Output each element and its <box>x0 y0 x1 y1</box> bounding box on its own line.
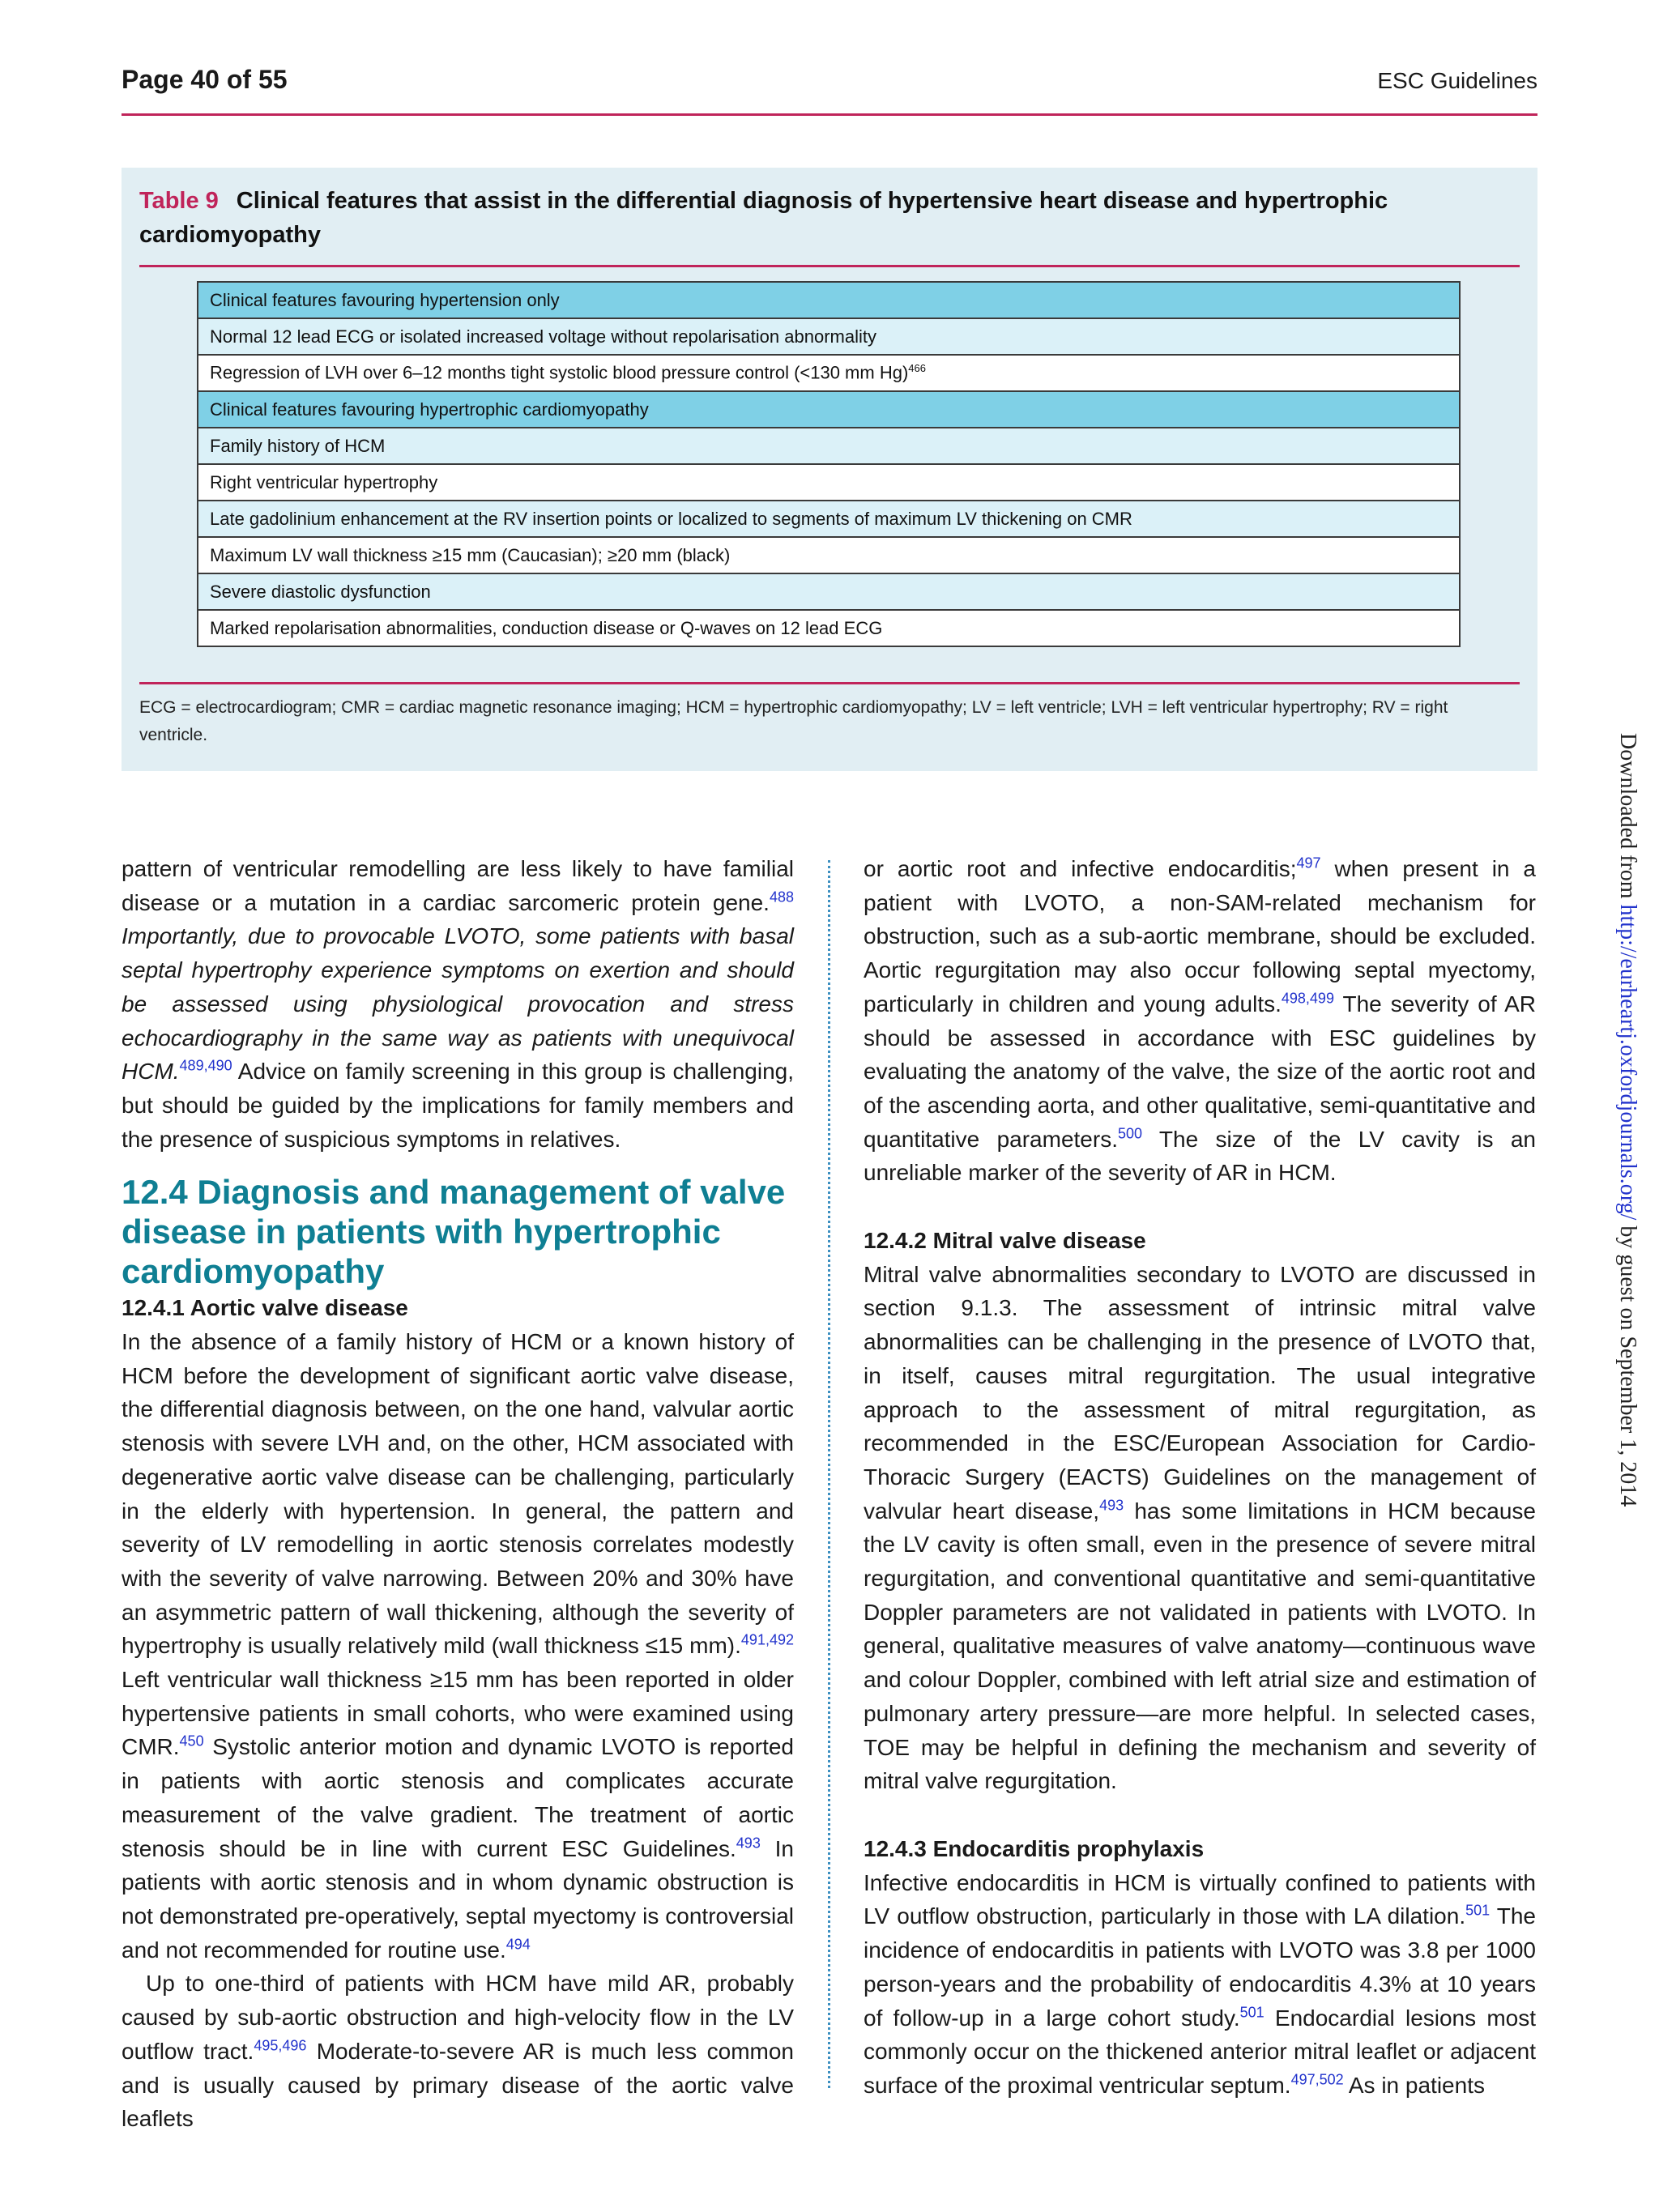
paragraph: In the absence of a family history of HCM or a known history of HCM before the development of significant aortic valve disease, the differential diagnosis between, on the one hand, valvular aortic stenosis with severe LVH and, on the other, HCM associated with degenerative aortic valve disease can be challenging, particularly in the elderly with hypertension. In general, the pattern and severity of LV remodelling in aortic stenosis correlates modestly with the severity of valve narrowing. Between 20% and 30% have an asymmetric pattern of wall thickening, although the severity of hypertrophy is usually relatively mild (wall thickness ≤15 mm).$^{491,492}$ Left ventricular wall thickness ≥15 mm has been reported in older hypertensive patients in small cohorts, who were examined using CMR.$^{450}$ Systolic anterior motion and dynamic LVOTO is reported in patients with aortic stenosis and complicates accurate measurement of the valve gradient. The treatment of aortic stenosis should be in line with current ESC Guidelines.$^{493}$ In patients with aortic stenosis and in whom dynamic obstruction is not demonstrated pre-operatively, septal myectomy is controversial and not recommended for routine use.$^{494}$ <box>122 1329 795 1963</box>
table-title: Clinical features that assist in the differential diagnosis of hypertensive heart disease and hypertrophic cardiomyopathy <box>139 188 1388 248</box>
section-heading: 12.4 Diagnosis and management of valve disease in patients with hypertrophic cardiomyopathy <box>122 1173 786 1291</box>
table-9-box <box>122 168 1537 771</box>
table-cell: Normal 12 lead ECG or isolated increased voltage without repolarisation abnormality <box>198 318 1460 355</box>
table-row <box>198 282 1460 318</box>
reference-link[interactable]: 501 <box>1239 2004 1265 2021</box>
subsection-heading: 12.4.1 Aortic valve disease <box>122 1295 408 1321</box>
table-cell: Clinical features favouring hypertension only <box>198 282 1460 318</box>
table-bottom-rule <box>139 682 1520 684</box>
reference-link[interactable]: 495,496 <box>254 2037 307 2054</box>
header-rule <box>122 113 1537 116</box>
download-watermark: Downloaded from http://eurheartj.oxfordjournals.org/ by guest on September 1, 2014 <box>1615 733 1640 1507</box>
spacer <box>864 1798 1536 1832</box>
table-cell: Clinical features favouring hypertrophic cardiomyopathy <box>198 391 1460 428</box>
table-row <box>198 391 1460 428</box>
page-number: Page 40 of 55 <box>122 65 288 94</box>
paragraph: or aortic root and infective endocarditis;$^{497}$ when present in a patient with LVOTO, a non-SAM-related mechanism for obstruction, such as a sub-aortic membrane, should be excluded. Aortic regurgitation may also occur following septal myectomy, particularly in children and young adults.$^{498,499}$ The severity of AR should be assessed in accordance with ESC guidelines by evaluating the anatomy of the valve, the size of the aortic root and of the ascending aorta, and other qualitative, semi-quantitative and quantitative parameters.$^{500}$ The size of the LV cavity is an unreliable marker of the severity of AR in HCM. <box>864 855 1537 1186</box>
column-divider <box>828 860 830 2088</box>
paragraph: Mitral valve abnormalities secondary to LVOTO are discussed in section 9.1.3. The assessment of intrinsic mitral valve abnormalities can be challenging in the presence of LVOTO that, in itself, causes mitral regurgitation. The usual integrative approach to the assessment of mitral regurgitation, as recommended in the ESC/European Association for Cardio-Thoracic Surgery (EACTS) Guidelines on the management of valvular heart disease,$^{493}$ has some limitations in HCM because the LV cavity is often small, even in the presence of severe mitral regurgitation, and conventional quantitative and semi-quantitative Doppler parameters are not validated in patients with LVOTO. In general, qualitative measures of valve anatomy—continuous wave and colour Doppler, combined with left atrial size and estimation of pulmonary artery pressure—are more helpful. In selected cases, TOE may be helpful in defining the mechanism and severity of mitral valve regurgitation. <box>864 1261 1536 1794</box>
reference-link[interactable]: 494 <box>505 1936 531 1953</box>
table-footnote: ECG = electrocardiogram; CMR = cardiac magnetic resonance imaging; HCM = hypertrophic cardiomyopathy; LV = left ventricle; LVH = left ventricular hypertrophy; RV = right ventricle. <box>139 698 1448 744</box>
table-row <box>198 537 1460 573</box>
subsection-heading: 12.4.2 Mitral valve disease <box>864 1228 1146 1254</box>
table-row <box>198 355 1460 391</box>
reference-link[interactable]: 498,499 <box>1281 990 1334 1007</box>
table-row <box>198 573 1460 610</box>
table-row <box>198 610 1460 646</box>
reference-link[interactable]: 491,492 <box>740 1632 794 1649</box>
table-cell: Right ventricular hypertrophy <box>198 464 1460 501</box>
table-cell: Late gadolinium enhancement at the RV insertion points or localized to segments of maximum LV thickening on CMR <box>198 501 1460 537</box>
table-cell: Maximum LV wall thickness ≥15 mm (Caucasian); ≥20 mm (black) <box>198 537 1460 573</box>
reference-link[interactable]: 493 <box>736 1835 761 1852</box>
reference-link[interactable]: 488 <box>769 889 794 906</box>
reference-link[interactable]: 497 <box>1296 855 1321 872</box>
subsection-heading: 12.4.3 Endocarditis prophylaxis <box>864 1835 1205 1861</box>
table-row <box>198 428 1460 464</box>
table-label: Table 9 <box>139 188 219 214</box>
table-cell: Regression of LVH over 6–12 months tight systolic blood pressure control (<130 mm Hg)$^{466}$ <box>198 355 1460 391</box>
table-top-rule <box>139 265 1520 267</box>
features-table <box>197 281 1461 647</box>
reference-link[interactable]: 497,502 <box>1290 2071 1344 2088</box>
table-reference: 466 <box>908 362 926 375</box>
table-cell: Marked repolarisation abnormalities, conduction disease or Q-waves on 12 lead ECG <box>198 610 1460 646</box>
table-cell: Family history of HCM <box>198 428 1460 464</box>
reference-link[interactable]: 450 <box>179 1733 204 1750</box>
paragraph: Infective endocarditis in HCM is virtually confined to patients with LV outflow obstruction, particularly in those with LA dilation.$^{501}$ The incidence of endocarditis in patients with LVOTO was 3.8 per 1000 person-years and the probability of endocarditis 4.3% at 10 years of follow-up in a large cohort study.$^{501}$ Endocardial lesions most commonly occur on the thickened anterior mitral leaflet or adjacent surface of the proximal ventricular septum.$^{497,502}$ As in patients <box>864 1869 1537 2098</box>
paragraph: Up to one-third of patients with HCM have mild AR, probably caused by sub-aortic obstruction and high-velocity flow in the LV outflow tract.$^{495,496}$ Moderate-to-severe AR is much less common and is usually caused by primary disease of the aortic valve leaflets <box>122 1971 794 2132</box>
reference-link[interactable]: 493 <box>1099 1497 1124 1514</box>
table-cell: Severe diastolic dysfunction <box>198 573 1460 610</box>
paragraph: pattern of ventricular remodelling are less likely to have familial disease or a mutation in a cardiac sarcomeric protein gene.$^{488}$ Importantly, due to provocable LVOTO, some patients with basal septal hypertrophy experience symptoms on exertion and should be assessed using physiological provocation and stress echocardiography in the same way as patients with unequivocal HCM.$^{489,490}$ Advice on family screening in this group is challenging, but should be guided by the implications for family members and the presence of suspicious symptoms in relatives. <box>122 856 794 1152</box>
reference-link[interactable]: 500 <box>1118 1125 1143 1142</box>
table-caption <box>139 184 1500 252</box>
table-row <box>198 464 1460 501</box>
right-column <box>864 852 1536 2103</box>
left-column <box>122 852 794 2136</box>
reference-link[interactable]: 501 <box>1465 1903 1491 1920</box>
table-row <box>198 501 1460 537</box>
journal-link[interactable]: http://eurheartj.oxfordjournals.org/ <box>1615 904 1640 1221</box>
journal-name: ESC Guidelines <box>1377 68 1537 93</box>
table-row <box>198 318 1460 355</box>
spacer <box>864 1190 1536 1224</box>
reference-link[interactable]: 489,490 <box>179 1057 232 1074</box>
